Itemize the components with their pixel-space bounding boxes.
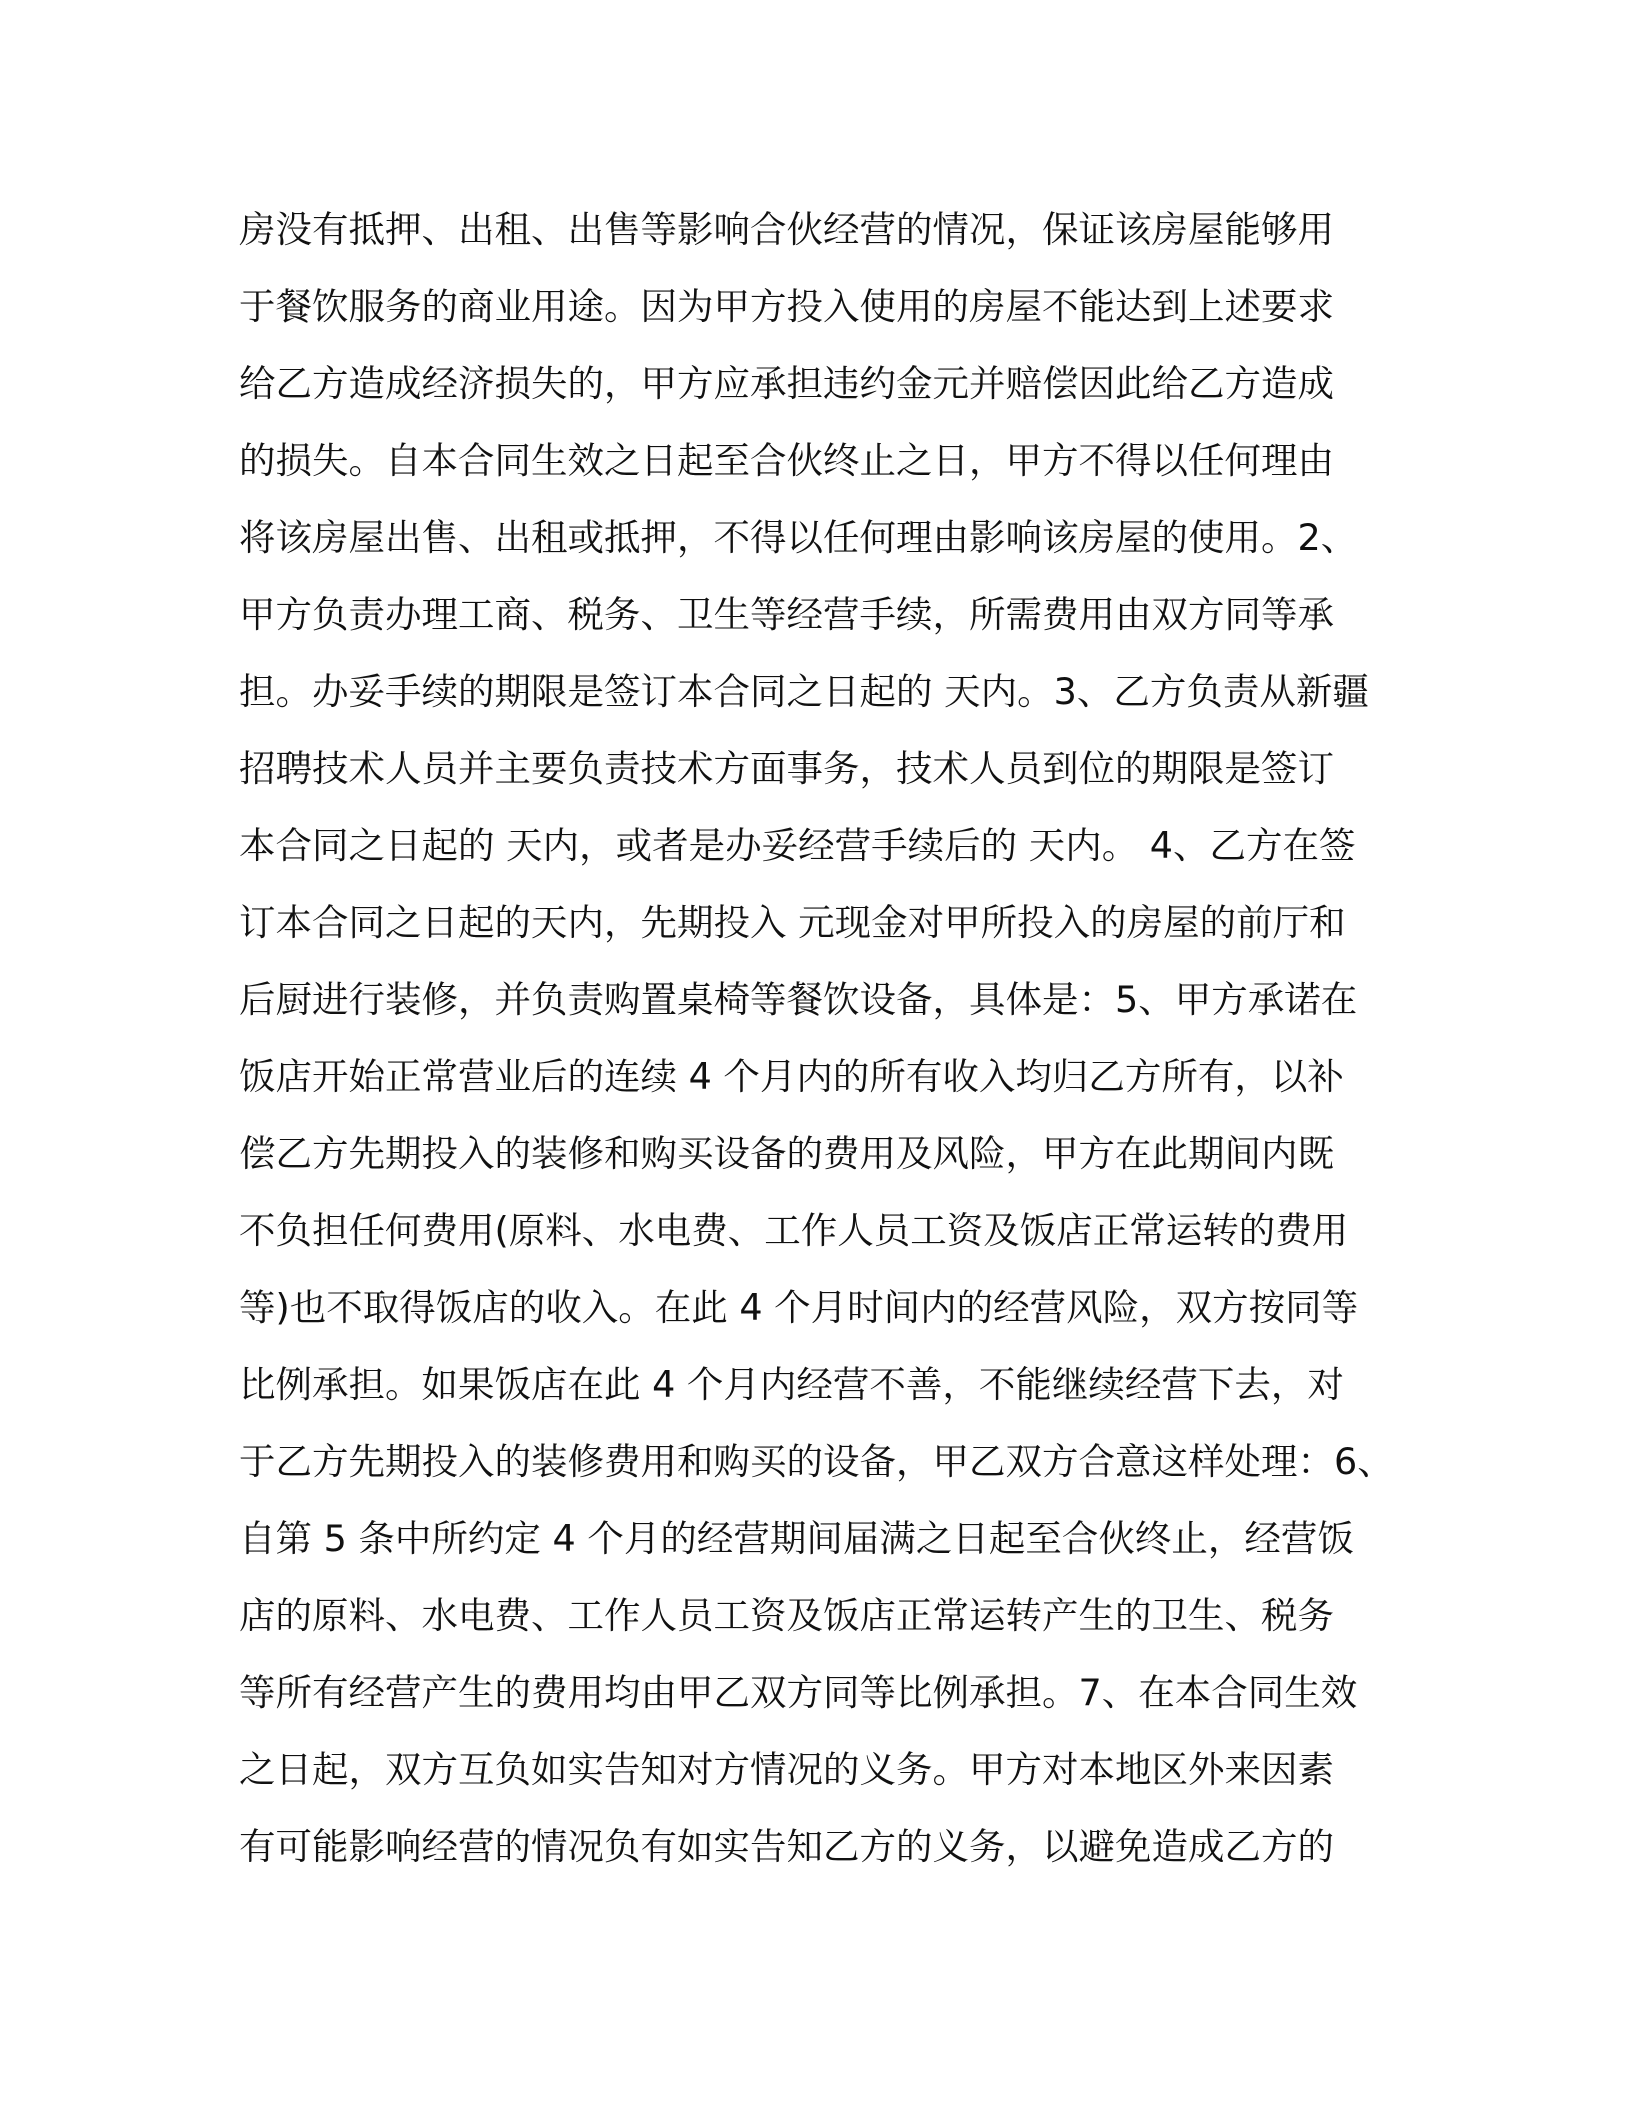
text-line-2: 于餐饮服务的商业用途。因为甲方投入使用的房屋不能达到上述要求 — [239, 285, 1334, 328]
text-line-21: 之日起，双方互负如实告知对方情况的义务。甲方对本地区外来因素 — [239, 1748, 1334, 1791]
text-line-1: 房没有抵押、出租、出售等影响合伙经营的情况，保证该房屋能够用 — [239, 208, 1334, 251]
text-line-13: 偿乙方先期投入的装修和购买设备的费用及风险，甲方在此期间内既 — [239, 1132, 1334, 1175]
text-line-11: 后厨进行装修，并负责购置桌椅等餐饮设备，具体是：5、甲方承诺在 — [239, 978, 1358, 1021]
text-line-20: 等所有经营产生的费用均由甲乙双方同等比例承担。7、在本合同生效 — [239, 1671, 1358, 1714]
text-line-18: 自第 5 条中所约定 4 个月的经营期间届满之日起至合伙终止，经营饭 — [239, 1517, 1354, 1560]
text-line-5: 将该房屋出售、出租或抵押，不得以任何理由影响该房屋的使用。2、 — [239, 516, 1358, 559]
text-line-16: 比例承担。如果饭店在此 4 个月内经营不善，不能继续经营下去，对 — [239, 1363, 1344, 1406]
text-line-12: 饭店开始正常营业后的连续 4 个月内的所有收入均归乙方所有，以补 — [239, 1055, 1344, 1098]
text-line-7: 担。办妥手续的期限是签订本合同之日起的 天内。3、乙方负责从新疆 — [239, 670, 1369, 713]
text-line-9: 本合同之日起的 天内，或者是办妥经营手续后的 天内。 4、乙方在签 — [239, 824, 1356, 867]
text-line-15: 等)也不取得饭店的收入。在此 4 个月时间内的经营风险，双方按同等 — [239, 1286, 1359, 1329]
text-line-3: 给乙方造成经济损失的，甲方应承担违约金元并赔偿因此给乙方造成 — [239, 362, 1334, 405]
text-line-10: 订本合同之日起的天内，先期投入 元现金对甲所投入的房屋的前厅和 — [239, 901, 1346, 944]
body-text — [239, 191, 1439, 1885]
text-line-4: 的损失。自本合同生效之日起至合伙终止之日，甲方不得以任何理由 — [239, 439, 1334, 482]
text-line-14: 不负担任何费用(原料、水电费、工作人员工资及饭店正常运转的费用 — [239, 1209, 1349, 1252]
text-line-6: 甲方负责办理工商、税务、卫生等经营手续，所需费用由双方同等承 — [239, 593, 1334, 636]
text-line-8: 招聘技术人员并主要负责技术方面事务，技术人员到位的期限是签订 — [239, 747, 1334, 790]
text-line-22: 有可能影响经营的情况负有如实告知乙方的义务，以避免造成乙方的 — [239, 1825, 1334, 1868]
text-line-19: 店的原料、水电费、工作人员工资及饭店正常运转产生的卫生、税务 — [239, 1594, 1334, 1637]
text-line-17: 于乙方先期投入的装修费用和购买的设备，甲乙双方合意这样处理：6、 — [239, 1440, 1394, 1483]
